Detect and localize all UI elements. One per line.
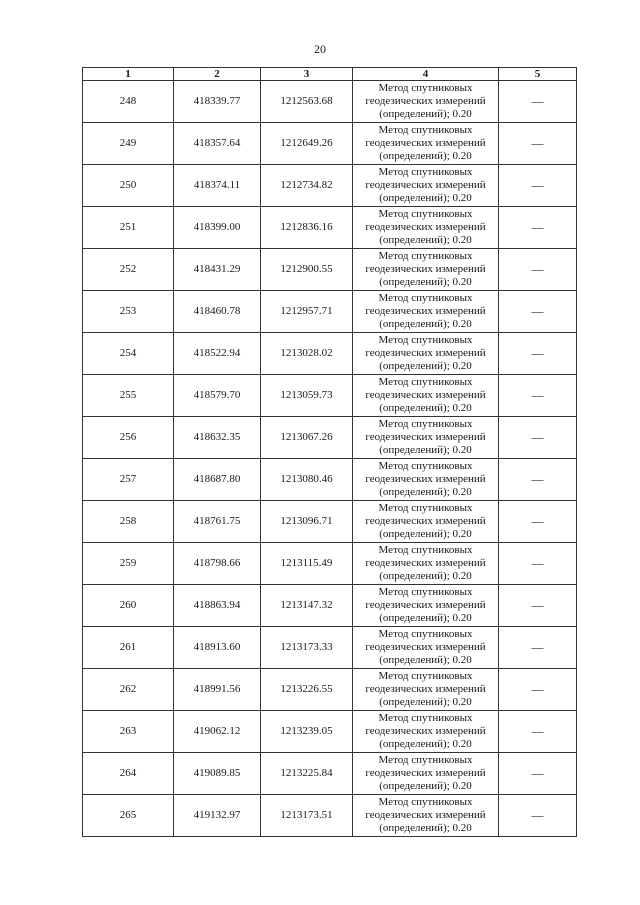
table-row (83, 627, 577, 669)
y-coordinate-cell: 1212836.16 (261, 207, 353, 249)
note-cell: — (499, 543, 577, 585)
y-coordinate-cell: 1213173.33 (261, 627, 353, 669)
x-coordinate-cell: 419062.12 (174, 711, 261, 753)
table-row (83, 753, 577, 795)
table-row (83, 669, 577, 711)
table-row (83, 291, 577, 333)
x-coordinate-cell: 418399.00 (174, 207, 261, 249)
method-cell (353, 123, 499, 165)
x-coordinate-cell: 418374.11 (174, 165, 261, 207)
method-line: (определений); 0.20 (379, 485, 472, 498)
point-number-cell: 265 (83, 795, 174, 837)
y-coordinate-cell: 1213096.71 (261, 501, 353, 543)
method-line: Метод спутниковых (378, 796, 473, 809)
x-coordinate-cell: 418913.60 (174, 627, 261, 669)
method-line: геодезических измерений (365, 263, 486, 276)
method-line: Метод спутниковых (378, 82, 473, 95)
x-coordinate-cell: 418687.80 (174, 459, 261, 501)
method-cell (353, 81, 499, 123)
method-cell (353, 291, 499, 333)
method-line: геодезических измерений (365, 725, 486, 738)
y-coordinate-cell: 1212734.82 (261, 165, 353, 207)
method-cell (353, 627, 499, 669)
point-number-cell: 258 (83, 501, 174, 543)
table-row (83, 543, 577, 585)
table-body (83, 81, 577, 837)
header-col-5: 5 (499, 68, 577, 81)
x-coordinate-cell: 418579.70 (174, 375, 261, 417)
point-number-cell: 256 (83, 417, 174, 459)
method-cell (353, 249, 499, 291)
method-line: (определений); 0.20 (379, 275, 472, 288)
method-line: (определений); 0.20 (379, 359, 472, 372)
x-coordinate-cell: 418431.29 (174, 249, 261, 291)
x-coordinate-cell: 418863.94 (174, 585, 261, 627)
table-row (83, 207, 577, 249)
y-coordinate-cell: 1213147.32 (261, 585, 353, 627)
point-number-cell: 249 (83, 123, 174, 165)
y-coordinate-cell: 1213080.46 (261, 459, 353, 501)
method-line: Метод спутниковых (378, 586, 473, 599)
note-cell: — (499, 165, 577, 207)
note-cell: — (499, 585, 577, 627)
y-coordinate-cell: 1212563.68 (261, 81, 353, 123)
method-line: Метод спутниковых (378, 166, 473, 179)
note-cell: — (499, 501, 577, 543)
method-line: (определений); 0.20 (379, 695, 472, 708)
note-cell: — (499, 333, 577, 375)
method-line: геодезических измерений (365, 767, 486, 780)
y-coordinate-cell: 1212957.71 (261, 291, 353, 333)
method-line: Метод спутниковых (378, 502, 473, 515)
method-cell (353, 165, 499, 207)
method-cell (353, 375, 499, 417)
point-number-cell: 260 (83, 585, 174, 627)
point-number-cell: 250 (83, 165, 174, 207)
method-line: геодезических измерений (365, 431, 486, 444)
method-line: Метод спутниковых (378, 460, 473, 473)
coordinates-table (82, 67, 577, 837)
method-line: геодезических измерений (365, 641, 486, 654)
method-line: геодезических измерений (365, 347, 486, 360)
method-cell (353, 207, 499, 249)
header-col-3: 3 (261, 68, 353, 81)
note-cell: — (499, 417, 577, 459)
method-line: Метод спутниковых (378, 670, 473, 683)
method-line: (определений); 0.20 (379, 443, 472, 456)
point-number-cell: 248 (83, 81, 174, 123)
method-cell (353, 711, 499, 753)
point-number-cell: 262 (83, 669, 174, 711)
method-line: геодезических измерений (365, 683, 486, 696)
method-line: (определений); 0.20 (379, 149, 472, 162)
method-line: геодезических измерений (365, 179, 486, 192)
page-number: 20 (314, 42, 326, 56)
table-row (83, 585, 577, 627)
method-line: геодезических измерений (365, 473, 486, 486)
method-line: Метод спутниковых (378, 712, 473, 725)
note-cell: — (499, 795, 577, 837)
y-coordinate-cell: 1213173.51 (261, 795, 353, 837)
method-line: Метод спутниковых (378, 544, 473, 557)
method-cell (353, 333, 499, 375)
method-line: (определений); 0.20 (379, 191, 472, 204)
method-line: (определений); 0.20 (379, 821, 472, 834)
method-line: Метод спутниковых (378, 376, 473, 389)
note-cell: — (499, 375, 577, 417)
y-coordinate-cell: 1213239.05 (261, 711, 353, 753)
method-line: Метод спутниковых (378, 754, 473, 767)
y-coordinate-cell: 1212649.26 (261, 123, 353, 165)
x-coordinate-cell: 418632.35 (174, 417, 261, 459)
point-number-cell: 252 (83, 249, 174, 291)
x-coordinate-cell: 418991.56 (174, 669, 261, 711)
x-coordinate-cell: 419132.97 (174, 795, 261, 837)
table-row (83, 81, 577, 123)
note-cell: — (499, 123, 577, 165)
x-coordinate-cell: 418798.66 (174, 543, 261, 585)
method-line: Метод спутниковых (378, 250, 473, 263)
table-row (83, 375, 577, 417)
method-cell (353, 501, 499, 543)
method-cell (353, 753, 499, 795)
header-col-2: 2 (174, 68, 261, 81)
method-line: (определений); 0.20 (379, 401, 472, 414)
table-row (83, 459, 577, 501)
y-coordinate-cell: 1213067.26 (261, 417, 353, 459)
note-cell: — (499, 627, 577, 669)
method-line: (определений); 0.20 (379, 107, 472, 120)
x-coordinate-cell: 418761.75 (174, 501, 261, 543)
method-line: (определений); 0.20 (379, 317, 472, 330)
method-line: геодезических измерений (365, 95, 486, 108)
method-cell (353, 795, 499, 837)
table-row (83, 711, 577, 753)
method-line: геодезических измерений (365, 221, 486, 234)
method-line: геодезических измерений (365, 515, 486, 528)
method-cell (353, 459, 499, 501)
method-cell (353, 417, 499, 459)
method-line: Метод спутниковых (378, 208, 473, 221)
method-line: Метод спутниковых (378, 292, 473, 305)
method-line: (определений); 0.20 (379, 653, 472, 666)
point-number-cell: 263 (83, 711, 174, 753)
method-line: (определений); 0.20 (379, 779, 472, 792)
table-row (83, 417, 577, 459)
method-line: (определений); 0.20 (379, 611, 472, 624)
table-header-row (83, 68, 577, 81)
note-cell: — (499, 459, 577, 501)
point-number-cell: 251 (83, 207, 174, 249)
table-row (83, 249, 577, 291)
method-line: Метод спутниковых (378, 628, 473, 641)
note-cell: — (499, 753, 577, 795)
note-cell: — (499, 291, 577, 333)
y-coordinate-cell: 1212900.55 (261, 249, 353, 291)
method-line: геодезических измерений (365, 557, 486, 570)
note-cell: — (499, 207, 577, 249)
point-number-cell: 253 (83, 291, 174, 333)
note-cell: — (499, 249, 577, 291)
method-line: Метод спутниковых (378, 418, 473, 431)
x-coordinate-cell: 418339.77 (174, 81, 261, 123)
note-cell: — (499, 669, 577, 711)
point-number-cell: 254 (83, 333, 174, 375)
point-number-cell: 259 (83, 543, 174, 585)
method-cell (353, 585, 499, 627)
y-coordinate-cell: 1213059.73 (261, 375, 353, 417)
method-line: геодезических измерений (365, 305, 486, 318)
point-number-cell: 257 (83, 459, 174, 501)
method-line: геодезических измерений (365, 599, 486, 612)
method-line: геодезических измерений (365, 809, 486, 822)
table-row (83, 333, 577, 375)
y-coordinate-cell: 1213115.49 (261, 543, 353, 585)
method-line: Метод спутниковых (378, 334, 473, 347)
table-row (83, 795, 577, 837)
x-coordinate-cell: 418522.94 (174, 333, 261, 375)
method-line: Метод спутниковых (378, 124, 473, 137)
header-col-1: 1 (83, 68, 174, 81)
table-row (83, 123, 577, 165)
header-col-4: 4 (353, 68, 499, 81)
method-cell (353, 669, 499, 711)
y-coordinate-cell: 1213226.55 (261, 669, 353, 711)
method-line: геодезических измерений (365, 389, 486, 402)
method-line: (определений); 0.20 (379, 737, 472, 750)
method-line: геодезических измерений (365, 137, 486, 150)
x-coordinate-cell: 418357.64 (174, 123, 261, 165)
method-line: (определений); 0.20 (379, 233, 472, 246)
table-row (83, 165, 577, 207)
point-number-cell: 255 (83, 375, 174, 417)
y-coordinate-cell: 1213028.02 (261, 333, 353, 375)
method-cell (353, 543, 499, 585)
y-coordinate-cell: 1213225.84 (261, 753, 353, 795)
note-cell: — (499, 711, 577, 753)
method-line: (определений); 0.20 (379, 569, 472, 582)
note-cell: — (499, 81, 577, 123)
table-row (83, 501, 577, 543)
method-line: (определений); 0.20 (379, 527, 472, 540)
x-coordinate-cell: 418460.78 (174, 291, 261, 333)
point-number-cell: 264 (83, 753, 174, 795)
x-coordinate-cell: 419089.85 (174, 753, 261, 795)
point-number-cell: 261 (83, 627, 174, 669)
